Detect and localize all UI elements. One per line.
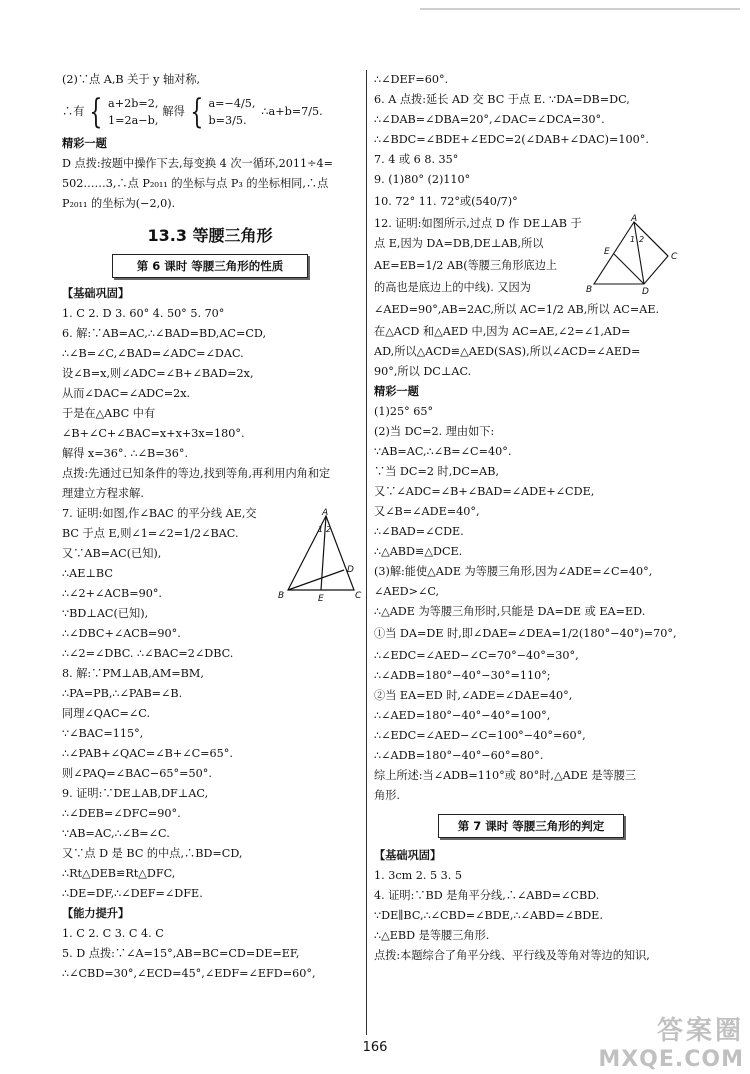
text-line: 综上所述:当∠ADB=110°或 80°时,△ADE 是等腰三 <box>374 769 637 782</box>
label-1: 1 <box>318 525 324 534</box>
text-line: AE=EB=1/2 AB(等腰三角形底边上 <box>374 259 558 272</box>
text-line: ∠B+∠C+∠BAC=x+x+3x=180°. <box>62 427 245 440</box>
basic-label: 【基础巩固】 <box>62 287 130 300</box>
label-1: 1 <box>630 235 636 244</box>
text-line: 角形. <box>374 789 400 802</box>
proof-figure <box>586 214 686 297</box>
left-brace-icon: { <box>190 92 204 132</box>
text-line: 4. 证明:∵BD 是角平分线,∴∠ABD=∠CBD. <box>374 889 600 902</box>
text-line: ∴AE⊥BC <box>62 567 113 580</box>
equation-2: 1=2a−b, <box>108 114 159 127</box>
text-line: ∴∠EDC=∠AED−∠C=100°−40°=60°, <box>374 729 586 742</box>
page-number: 166 <box>362 1040 388 1055</box>
equations <box>108 95 158 129</box>
label-e: E <box>318 594 324 604</box>
equation-system <box>62 92 358 132</box>
label-e: E <box>604 247 610 257</box>
text-line: 12. 证明:如图所示,过点 D 作 DE⊥AB 于 <box>374 217 582 230</box>
text-line: 于是在△ABC 中有 <box>62 407 156 420</box>
system-prefix: ∴有 <box>62 105 85 118</box>
ability-label: 【能力提升】 <box>62 907 130 920</box>
text-line: ∵DE∥BC,∴∠CBD=∠BDE,∴∠ABD=∠BDE. <box>374 909 603 922</box>
watermark-line-1: 答案圈 <box>656 1016 744 1046</box>
text-line: 点拨:本题综合了角平分线、平行线及等角对等边的知识, <box>374 949 650 962</box>
text-line: ∵BD⊥AC(已知), <box>62 607 149 620</box>
lesson-title-box: 第 6 课时 等腰三角形的性质 <box>112 254 308 278</box>
section-title: 13.3 等腰三角形 <box>147 226 273 245</box>
text-line: ∴∠ADB=180°−40°−60°=80°. <box>374 749 544 762</box>
text-line: 则∠PAQ=∠BAC−65°=50°. <box>62 767 212 780</box>
label-2: 2 <box>639 235 645 244</box>
text-line: ∴∠AED=180°−40°−40°=100°, <box>374 709 551 722</box>
text-line: ∴∠DAB=∠DBA=20°,∠DAC=∠DCA=30°. <box>374 113 605 126</box>
text-line: ∠AED=90°,AB=2AC,所以 AC=1/2 AB,所以 AC=AE. <box>374 303 660 316</box>
text-line: 又∵点 D 是 BC 的中点,∴BD=CD, <box>62 847 243 860</box>
text-line: 从而∠DAC=∠ADC=2x. <box>62 387 191 400</box>
text-line: ∴∠B=∠C,∠BAD=∠ADC=∠DAC. <box>62 347 244 360</box>
text-line: 6. A 点拨:延长 AD 交 BC 于点 E. ∵DA=DB=DC, <box>374 93 630 106</box>
text-line: P₂₀₁₁ 的坐标为(−2,0). <box>62 197 176 210</box>
watermark-line-2: MXQE.COM <box>598 1047 744 1072</box>
right-column <box>374 70 692 966</box>
label-2: 2 <box>326 525 332 534</box>
label-d: D <box>642 287 649 297</box>
text-line: ∴△EBD 是等腰三角形. <box>374 929 490 942</box>
basic-label: 【基础巩固】 <box>374 849 442 862</box>
text-line: ∴PA=PB,∴∠PAB=∠B. <box>62 687 183 700</box>
equation-1: a+2b=2, <box>108 97 159 110</box>
text-line: BC 于点 E,则∠1=∠2=1/2∠BAC. <box>62 527 239 540</box>
text-line: 9. 证明:∵DE⊥AB,DF⊥AC, <box>62 787 209 800</box>
text-line: 5. D 点拨:∵∠A=15°,AB=BC=CD=DE=EF, <box>62 947 300 960</box>
label-a: A <box>631 214 638 224</box>
text-line: ∴∠BAD=∠CDE. <box>374 525 464 538</box>
text-line: ∴△ABD≌△DCE. <box>374 545 463 558</box>
text-line: (1)25° 65° <box>374 405 434 418</box>
label-b: B <box>586 285 593 295</box>
text-line: 点 E,因为 DA=DB,DE⊥AB,所以 <box>374 237 544 250</box>
text-line: ∵AB=AC,∴∠B=∠C=40°. <box>374 445 512 458</box>
text-line: AD,所以△ACD≌△AED(SAS),所以∠ACD=∠AED= <box>374 345 641 358</box>
text-line: (3)解:能使△ADE 为等腰三角形,因为∠ADE=∠C=40°, <box>374 565 653 578</box>
watermark <box>598 1010 744 1072</box>
text-line: 6. 解:∵AB=AC,∴∠BAD=BD,AC=CD, <box>62 327 267 340</box>
solution-1: a=−4/5, <box>208 97 256 110</box>
text-line: ∴Rt△DEB≌Rt△DFC, <box>62 867 176 880</box>
jingcai-heading: 精彩一题 <box>374 385 419 398</box>
text-line: ②当 EA=ED 时,∠ADE=∠DAE=40°, <box>374 689 573 702</box>
text-line: ∴∠DEF=60°. <box>374 73 449 86</box>
text-line: ∵AB=AC,∴∠B=∠C. <box>62 827 170 840</box>
sum-result: ∴a+b=7/5. <box>261 105 323 118</box>
text-line: 7. 4 或 6 8. 35° <box>374 153 459 166</box>
text-line: ∵∠BAC=115°, <box>62 727 144 740</box>
text-line: D 点拨:按题中操作下去,每变换 4 次一循环,2011÷4= <box>62 157 333 170</box>
text-line: ∴∠DBC+∠ACB=90°. <box>62 627 181 640</box>
label-b: B <box>278 591 285 601</box>
text-line: (2)当 DC=2. 理由如下: <box>374 425 495 438</box>
text-line: 9. (1)80° (2)110° <box>374 173 471 186</box>
text-line: ∴∠CBD=30°,∠ECD=45°,∠EDF=∠EFD=60°, <box>62 967 316 980</box>
text-line: ∴∠EDC=∠AED−∠C=70°−40°=30°, <box>374 649 579 662</box>
text-line: 又∠B=∠ADE=40°, <box>374 505 480 518</box>
left-brace-icon: { <box>89 92 103 132</box>
solve-label: 解得 <box>162 105 185 118</box>
text-line: ∴∠ADB=180°−40°−30°=110°; <box>374 669 551 682</box>
label-d: D <box>347 565 354 575</box>
text-line: ①当 DA=DE 时,即∠DAE=∠DEA=1/2(180°−40°)=70°, <box>374 627 677 640</box>
isosceles-triangle-figure <box>218 508 362 604</box>
text-line: 7. 证明:如图,作∠BAC 的平分线 AE,交 <box>62 507 257 520</box>
text-line: ∴∠DEB=∠DFC=90°. <box>62 807 181 820</box>
text-line: 设∠B=x,则∠ADC=∠B+∠BAD=2x, <box>62 367 254 380</box>
text-line: ∴∠2=∠DBC. ∴∠BAC=2∠DBC. <box>62 647 234 660</box>
text-line: 1. C 2. C 3. C 4. C <box>62 927 164 940</box>
solutions <box>208 95 255 129</box>
text-line: 的高也是底边上的中线). 又因为 <box>374 281 531 294</box>
text-line: 又∵∠ADC=∠B+∠BAD=∠ADE+∠CDE, <box>374 485 595 498</box>
column-divider <box>366 70 367 1035</box>
segment-ad <box>634 222 644 284</box>
text-line: 502……3,∴点 P₂₀₁₁ 的坐标与点 P₃ 的坐标相同,∴点 <box>62 177 329 190</box>
text-line: 10. 72° 11. 72°或(540/7)° <box>374 195 518 208</box>
text-line: 同理∠QAC=∠C. <box>62 707 151 720</box>
text-line: 90°,所以 DC⊥AC. <box>374 365 472 378</box>
text-line: 在△ACD 和△AED 中,因为 AC=AE,∠2=∠1,AD= <box>374 325 631 338</box>
jingcai-heading: 精彩一题 <box>62 137 107 150</box>
text-line: ∴∠BDC=∠BDE+∠EDC=2(∠DAB+∠DAC)=100°. <box>374 133 649 146</box>
label-c: C <box>671 252 678 262</box>
text-line: ∴DE=DF,∴∠DEF=∠DFE. <box>62 887 203 900</box>
text-line: ∠AED>∠C, <box>374 585 440 598</box>
text-line: 理建立方程求解. <box>62 487 144 500</box>
text-line: ∴∠PAB+∠QAC=∠B+∠C=65°. <box>62 747 233 760</box>
lesson-title-box: 第 7 课时 等腰三角形的判定 <box>438 814 624 838</box>
solution-2: b=3/5. <box>208 114 247 127</box>
text-line: 点拨:先通过已知条件的等边,找到等角,再利用内角和定 <box>62 467 331 480</box>
top-border-line <box>420 8 740 10</box>
text-line: ∵当 DC=2 时,DC=AB, <box>374 465 500 478</box>
text-line: 解得 x=36°. ∴∠B=36°. <box>62 447 189 460</box>
text-line: ∴∠2+∠ACB=90°. <box>62 587 162 600</box>
text-line: (2)∵点 A,B 关于 y 轴对称, <box>62 73 201 86</box>
text-line: 8. 解:∵PM⊥AB,AM=BM, <box>62 667 204 680</box>
text-line: ∴△ADE 为等腰三角形时,只能是 DA=DE 或 EA=ED. <box>374 605 646 618</box>
label-a: A <box>322 508 329 518</box>
text-line: 1. 3cm 2. 5 3. 5 <box>374 869 463 882</box>
text-line: 又∵AB=AC(已知), <box>62 547 162 560</box>
label-c: C <box>355 591 362 601</box>
text-line: 1. C 2. D 3. 60° 4. 50° 5. 70° <box>62 307 225 320</box>
